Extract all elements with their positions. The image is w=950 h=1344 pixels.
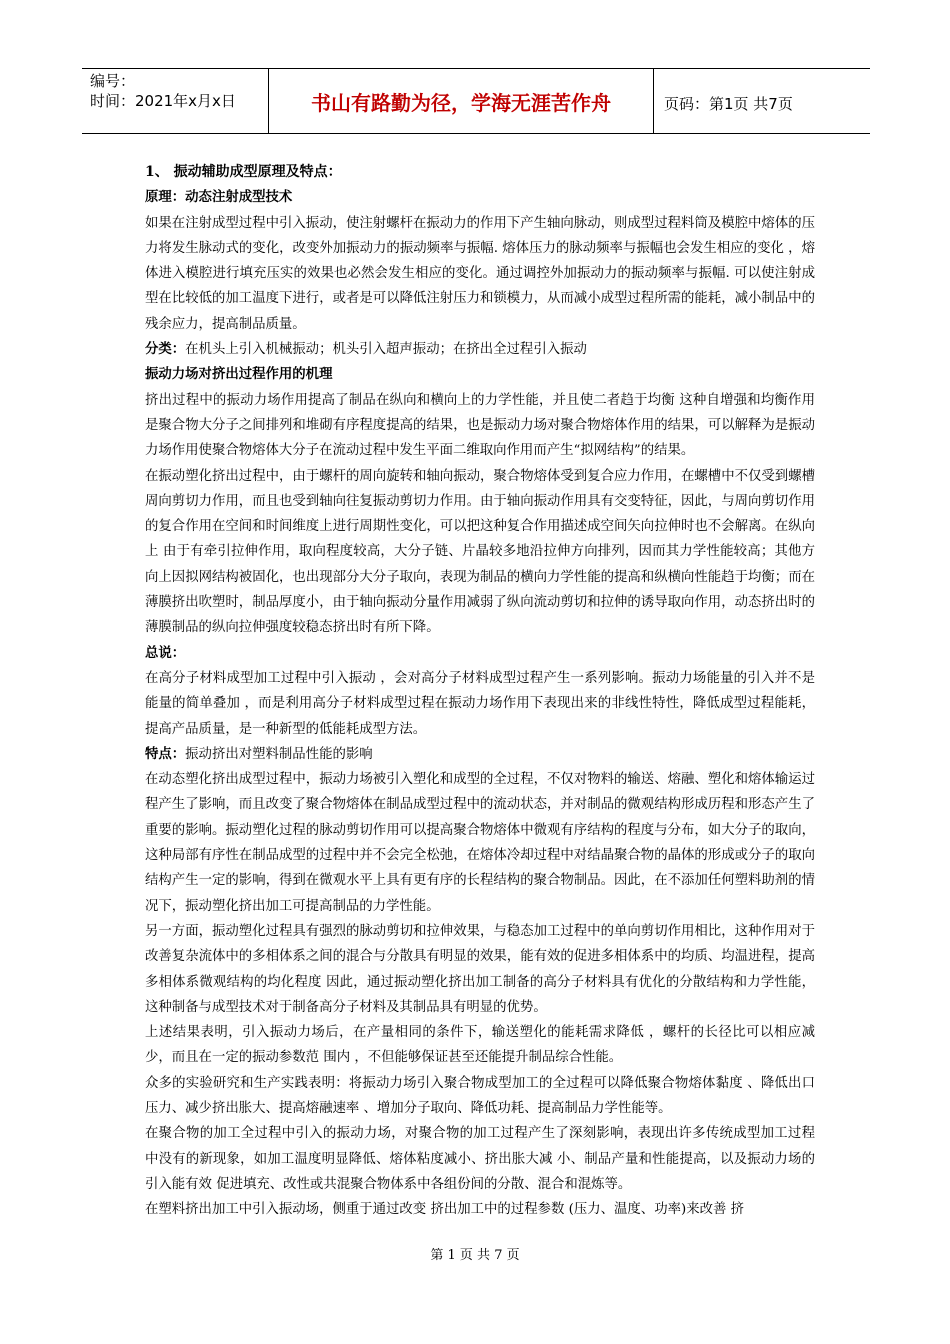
- paragraph: 另一方面，振动塑化过程具有强烈的脉动剪切和拉伸效果，与稳态加工过程中的单向剪切作用相比，这种作用对于改善复杂流体中的多相体系之间的混合与分散具有明显的效果，能有效的促进多相体系中的均质、均温进程，提高多相体系微观结构的均化程度 因此，通过振动塑化挤出加工制备的高分子材料具有优化的分散结构和力学性能，这种制备与成型技术对于制备高分子材料及其制品具有明显的优势。: [145, 923, 815, 1015]
- header-motto: 书山有路勤为径，学海无涯苦作舟: [311, 91, 611, 115]
- document-number-label: 编号：: [90, 72, 136, 90]
- mechanism-heading: 振动力场对挤出过程作用的机理: [145, 366, 333, 383]
- classification-label: 分类：: [145, 341, 186, 358]
- header-meta: [90, 71, 270, 111]
- paragraph: 在高分子材料成型加工过程中引入振动 ，会对高分子材料成型过程产生一系列影响。振动力场能量的引入并不是能量的简单叠加 ，而是利用高分子材料成型过程在振动力场作用下表现出来的非线性特性，降低成型过程能耗，提高产品质量，是一种新型的低能耗成型方法。: [145, 670, 815, 737]
- features-text: 振动挤出对塑料制品性能的影响: [185, 746, 373, 762]
- page-header: [82, 68, 870, 134]
- paragraph: 上述结果表明，引入振动力场后，在产量相同的条件下，输送塑化的能耗需求降低 ，螺杆的长径比可以相应减少，而且在一定的振动参数范 围内 ，不但能够保证甚至还能提升制品综合性能。: [145, 1025, 815, 1066]
- document-body: [145, 160, 815, 1222]
- paragraph: 如果在注射成型过程中引入振动，使注射螺杆在振动力的作用下产生轴向脉动，则成型过程料筒及模腔中熔体的压力将发生脉动式的变化，改变外加振动力的振动频率与振幅. 熔体压力的脉动频率与振幅也会发生相应的变化 ，熔体进入模腔进行填充压实的效果也必然会发生相应的变化。通过调控外加振动力的振动频率与振幅. 可以使注射成型在比较低的加工温度下进行，或者是可以降低注射压力和锁模力，从而减小成型过程所需的能耗，减小制品中的残余应力，提高制品质量。: [145, 215, 815, 332]
- features-label: 特点：: [145, 745, 186, 762]
- summary-label: 总说：: [145, 644, 186, 661]
- paragraph: 众多的实验研究和生产实践表明：将振动力场引入聚合物成型加工的全过程可以降低聚合物熔体黏度 、降低出口压力、减少挤出胀大、提高熔融速率 、增加分子取向、降低功耗、提高制品力学性能等。: [145, 1075, 815, 1116]
- document-time-label: 时间：2021年x月x日: [90, 92, 236, 110]
- paragraph: 在动态塑化挤出成型过程中，振动力场被引入塑化和成型的全过程，不仅对物料的输送、熔融、塑化和熔体输运过程产生了影响，而且改变了聚合物熔体在制品成型过程中的流动状态，并对制品的微观结构形成历程和形态产生了重要的影响。振动塑化过程的脉动剪切作用可以提高聚合物熔体中微观有序结构的程度与分布，如大分子的取向，这种局部有序性在制品成型的过程中并不会完全松弛，在熔体冷却过程中对结晶聚合物的晶体的形成或分子的取向结构产生一定的影响，得到在微观水平上具有更有序的长程结构的聚合物制品。因此，在不添加任何塑料助剂的情况下，振动塑化挤出加工可提高制品的力学性能。: [145, 772, 815, 914]
- principle-heading: 原理：动态注射成型技术: [145, 189, 293, 206]
- features-line: [145, 742, 815, 767]
- paragraph: 挤出过程中的振动力场作用提高了制品在纵向和横向上的力学性能，并且使二者趋于均衡 这种自增强和均衡作用是聚合物大分子之间排列和堆砌有序程度提高的结果，也是振动力场对聚合物熔体作用的结果，可以解释为是振动力场作用使聚合物熔体大分子在流动过程中发生平面二维取向作用而产生“拟网结构”的结果。: [145, 392, 815, 459]
- header-page-number: 页码：第1页 共7页: [664, 95, 793, 113]
- classification-line: [145, 337, 815, 362]
- header-divider: [653, 69, 654, 133]
- paragraph: 在振动塑化挤出过程中，由于螺杆的周向旋转和轴向振动，聚合物熔体受到复合应力作用，在螺槽中不仅受到螺槽周向剪切力作用，而且也受到轴向往复振动剪切力作用。由于轴向振动作用具有交变特征，因此，与周向剪切作用的复合作用在空间和时间维度上进行周期性变化，可以把这种复合作用描述成空间矢向拉伸时也不会解离。在纵向上 由于有牵引拉伸作用，取向程度较高，大分子链、片晶较多地沿拉伸方向排列，因而其力学性能较高；其他方向上因拟网结构被固化，也出现部分大分子取向，表现为制品的横向力学性能的提高和纵横向性能趋于均衡；而在薄膜挤出吹塑时，制品厚度小，由于轴向振动分量作用减弱了纵向流动剪切和拉伸的诱导取向作用，动态挤出时的薄膜制品的纵向拉伸强度较稳态挤出时有所下降。: [145, 468, 815, 636]
- paragraph: 在聚合物的加工全过程中引入的振动力场，对聚合物的加工过程产生了深刻影响，表现出许多传统成型加工过程 中没有的新现象，如加工温度明显降低、熔体粘度减小、挤出胀大减 小、制品产量和性能提高，以及振动力场的引入能有效 促进填充、改性或共混聚合物体系中各组份间的分散、混合和混炼等。: [145, 1126, 815, 1192]
- paragraph: 在塑料挤出加工中引入振动场，侧重于通过改变 挤出加工中的过程参数 (压力、温度、功率)来改善 挤: [145, 1202, 745, 1218]
- page-footer: 第 1 页 共 7 页: [430, 1248, 520, 1263]
- section-title: 1、 振动辅助成型原理及特点：: [145, 164, 342, 180]
- classification-text: 在机头上引入机械振动；机头引入超声振动；在挤出全过程引入振动: [185, 342, 587, 358]
